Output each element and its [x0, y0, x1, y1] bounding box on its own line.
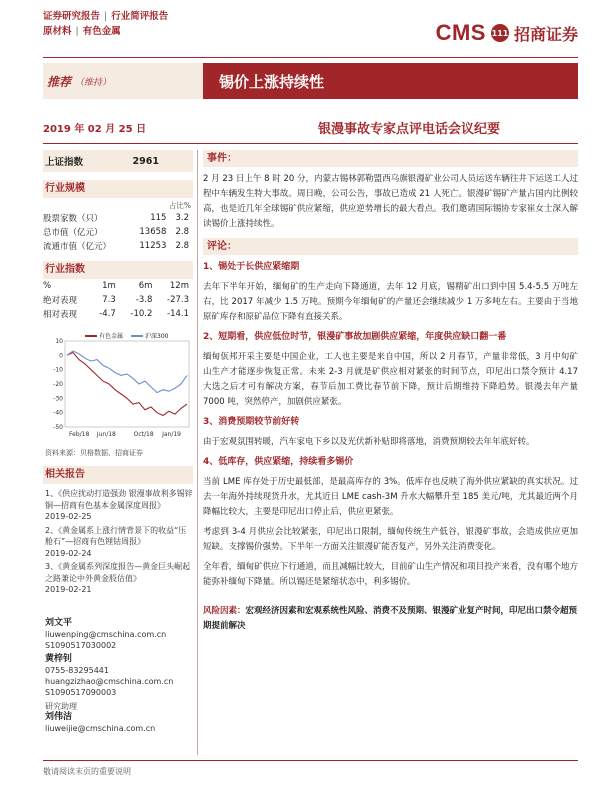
- comment-heading: 评论：: [203, 238, 578, 255]
- chart-source: 资料来源：贝格数据、招商证券: [45, 449, 143, 457]
- assistant-role: 研究助理: [45, 701, 77, 711]
- scale-unit: 占比%: [168, 201, 191, 210]
- perf-header: %: [43, 281, 52, 291]
- column-divider: [197, 150, 198, 755]
- analyst-cert: S1090517090003: [45, 687, 117, 697]
- x-tick-label: Jan/19: [162, 431, 181, 438]
- analyst-phone: 0755-83295441: [45, 665, 109, 675]
- point-paragraph: 由于宏观氛围转暖，汽车家电下乡以及光伏新补贴即将落地，消费预期较去年年底好转。: [203, 437, 535, 447]
- index-chart-svg: [43, 327, 193, 445]
- table-row: [43, 279, 193, 293]
- related-title: 相关报告: [43, 466, 193, 484]
- y-tick-label: -40: [53, 409, 63, 417]
- logo-text: CMS: [435, 20, 486, 45]
- perf-value: -14.1: [167, 309, 189, 319]
- scale-label: 流通市值（亿元）: [43, 242, 112, 252]
- legend-label: 沪深300: [145, 333, 169, 340]
- y-tick-label: 10: [55, 338, 63, 345]
- scale-pct: 2.8: [175, 241, 189, 251]
- perf-table: [43, 279, 193, 321]
- y-tick-label: -10: [53, 366, 63, 374]
- scale-value: 115: [150, 213, 167, 223]
- index-chart: [43, 327, 193, 445]
- point-title: 2、短期看，供应低位时节，银漫矿事故加剧供应紧缩，年度供应缺口翻一番: [203, 332, 507, 342]
- report-type-header: 证券研究报告 | 行业简评报告 原材料 | 有色金属: [43, 11, 169, 37]
- main-content: [203, 150, 578, 634]
- logo-badge-icon: 111: [491, 24, 509, 42]
- analyst-cert: S1090517030002: [45, 640, 117, 650]
- point-paragraph: 去年下半年开始，缅甸矿的生产走向下降通道，去年 12 月底，锡精矿出口到中国 5.4-5.5 万吨左右，比 2017 年减少 1.5 万吨。预期今年缅甸矿的产量还会继续减少 1 万多吨左右。主要由于当地原矿库存和原矿品位下降有直接关系。: [203, 282, 578, 322]
- scale-label: 总市值（亿元）: [43, 228, 103, 238]
- legend-swatch-icon: [131, 335, 143, 337]
- scale-value: 11253: [139, 241, 167, 251]
- series-line-1: [67, 351, 187, 393]
- x-tick-label: Oct/18: [133, 431, 154, 438]
- assistant-email[interactable]: liuweijie@cmschina.com.cn: [45, 723, 156, 733]
- index-label: 上证指数: [45, 157, 84, 168]
- risk-label: 风险因素：: [203, 606, 246, 616]
- perf-value: -27.3: [167, 295, 189, 305]
- perf-value: 7.3: [102, 295, 116, 305]
- point-title: 3、消费预期较节前好转: [203, 417, 300, 427]
- y-tick-label: -30: [53, 395, 63, 403]
- report-subtitle: 银漫事故专家点评电话会议纪要: [318, 122, 501, 137]
- legend-item: [85, 331, 123, 340]
- analyst-name: 刘文平: [45, 617, 73, 628]
- table-row: [43, 307, 193, 321]
- y-tick-label: 0: [59, 352, 63, 360]
- report-subcategory: 行业简评报告: [111, 11, 169, 22]
- table-row: [43, 293, 193, 307]
- perf-label: 绝对表现: [43, 296, 78, 306]
- page-title: 锡价上涨持续性: [219, 72, 325, 91]
- report-category: 证券研究报告: [43, 11, 101, 22]
- analyst-contacts: [43, 618, 193, 734]
- scale-table: [43, 211, 193, 253]
- perf-title: 行业指数: [43, 261, 193, 279]
- event-heading: 事件：: [203, 150, 578, 167]
- scale-pct: 3.2: [175, 213, 189, 223]
- title-bar: [203, 63, 578, 99]
- scale-title: 行业规模: [43, 180, 193, 198]
- industry-label: 有色金属: [82, 26, 121, 37]
- scale-value: 13658: [139, 227, 167, 237]
- perf-header: 12m: [169, 281, 189, 291]
- x-tick-label: Feb/18: [69, 431, 90, 438]
- point-title: 1、锡处于长供应紧缩期: [203, 262, 300, 272]
- rating-sub: （维持）: [75, 77, 112, 88]
- table-row: [43, 239, 193, 253]
- chart-frame: [65, 341, 189, 427]
- perf-value: -4.7: [99, 309, 116, 319]
- sector-label: 原材料: [43, 26, 72, 37]
- y-tick-label: -20: [53, 381, 63, 388]
- related-report-link[interactable]: 2、《黄金属系上涨行情背景下的收益“压舱石”—招商有色锂钴周报》: [45, 525, 187, 546]
- perf-value: -10.2: [130, 309, 153, 319]
- analyst-name: 黄梓钊: [45, 653, 73, 664]
- legend-swatch-icon: [85, 335, 97, 337]
- related-report-link[interactable]: 3、《黄金属系列深度报告—黄金巨头崛起之路兼论中外黄金股估值》: [45, 562, 191, 583]
- cms-logo: [436, 20, 578, 46]
- footer-note: 敬请阅读末页的重要说明: [43, 767, 131, 776]
- extra-paragraph: 全年看，缅甸矿供应下行通道，而且减幅比较大，目前矿山生产情况和项目投产来看，没有哪个地方能弥补缅甸下降量。所以锡还是紧缩状态中，利多锡价。: [203, 562, 578, 587]
- scale-label: 股票家数（只）: [43, 214, 103, 224]
- analyst-email[interactable]: huangzizhao@cmschina.com.cn: [45, 676, 174, 686]
- report-date: 2019 年 02 月 25 日: [43, 124, 147, 135]
- assistant-name: 刘伟洁: [45, 711, 73, 722]
- analyst-email[interactable]: liuwenping@cmschina.com.cn: [45, 629, 167, 639]
- related-report-date: 2019-02-25: [45, 512, 92, 521]
- perf-header: 6m: [138, 281, 153, 291]
- related-report-date: 2019-02-21: [45, 585, 92, 594]
- point-title: 4、低库存，供应紧缩，持续看多锡价: [203, 457, 354, 467]
- table-row: [43, 225, 193, 239]
- index-row: [43, 150, 193, 172]
- perf-value: -3.8: [135, 295, 153, 305]
- event-paragraph: 2 月 23 日上午 8 时 20 分，内蒙古锡林郭勒盟西乌旗银漫矿业公司人员运送车辆往井下运送工人过程中车辆发生特大事故。周日晚，公司公告，事故已造成 21 人死亡。银漫矿锡矿产量占国内比例较高，也是近几年全球锡矿供应紧缩，供应逆势增长的最大看点。我们邀请国际锡协专家崔女士深入解读锡价上涨持续性。: [203, 174, 578, 229]
- sidebar: [43, 150, 193, 734]
- footer-divider: [43, 760, 578, 761]
- point-paragraph: 当前 LME 库存处于历史最低部，是最高库存的 3%。低库存也反映了海外供应紧缺的真实状况。过去一年海外持续现货升水，尤其近日 LME cash-3M 升水大幅攀升至 185 美元/吨，尤其最近两个月降幅比较大，主要是印尼出口停止后，供应更紧张。: [203, 477, 578, 517]
- legend-item: [131, 331, 168, 340]
- x-tick-label: Jun/18: [96, 431, 116, 438]
- scale-pct: 2.8: [175, 227, 189, 237]
- y-tick-label: -50: [53, 424, 63, 431]
- index-value: 2961: [132, 155, 159, 167]
- logo-cn-text: 招商证券: [513, 24, 578, 44]
- related-list: [43, 488, 193, 596]
- chart-legend: [85, 331, 168, 340]
- risk-text: 宏观经济因素和宏观系统性风险、消费不及预期、银漫矿业复产时间，印尼出口禁令超预期提前解决: [203, 606, 578, 631]
- risk-factors: [203, 604, 578, 634]
- point-paragraph: 缅甸佤邦开采主要是中国企业，工人也主要是来自中国，所以 2 月春节，产量非常低，3 月中旬矿山生产才能逐步恢复正常。未来 2-3 月就是矿供应相对紧张的时间节点，印尼出口禁令预计 4.17 大选之后才可有解决方案，春节后加工费比春节前下降，预计后期维持下降趋势。银漫去年产量 7000 吨，突然停产，加剧供应紧张。: [203, 352, 578, 407]
- header-divider: [43, 57, 578, 58]
- rating-box: [43, 63, 203, 99]
- related-report-date: 2019-02-24: [45, 548, 92, 558]
- perf-label: 相对表现: [43, 310, 78, 320]
- extra-paragraph: 考虑到 3-4 月供应会比较紧张，印尼出口限制，缅甸传统生产低谷，银漫矿事故，会造成供应更加短缺。支撑锡价强势。下半年一方面关注银漫矿能否复产，另外关注消费变化。: [203, 527, 578, 552]
- series-line-0: [67, 353, 187, 416]
- perf-header: 1m: [102, 281, 116, 291]
- legend-label: 有色金属: [99, 333, 124, 340]
- related-report-link[interactable]: 1、《供应扰动打造强劲 银漫事故利多锡锌铜—招商有色基本金属深度周报》: [45, 489, 193, 510]
- rating-label: 推荐: [47, 74, 72, 89]
- subtitle-divider: [43, 143, 578, 144]
- table-row: [43, 211, 193, 225]
